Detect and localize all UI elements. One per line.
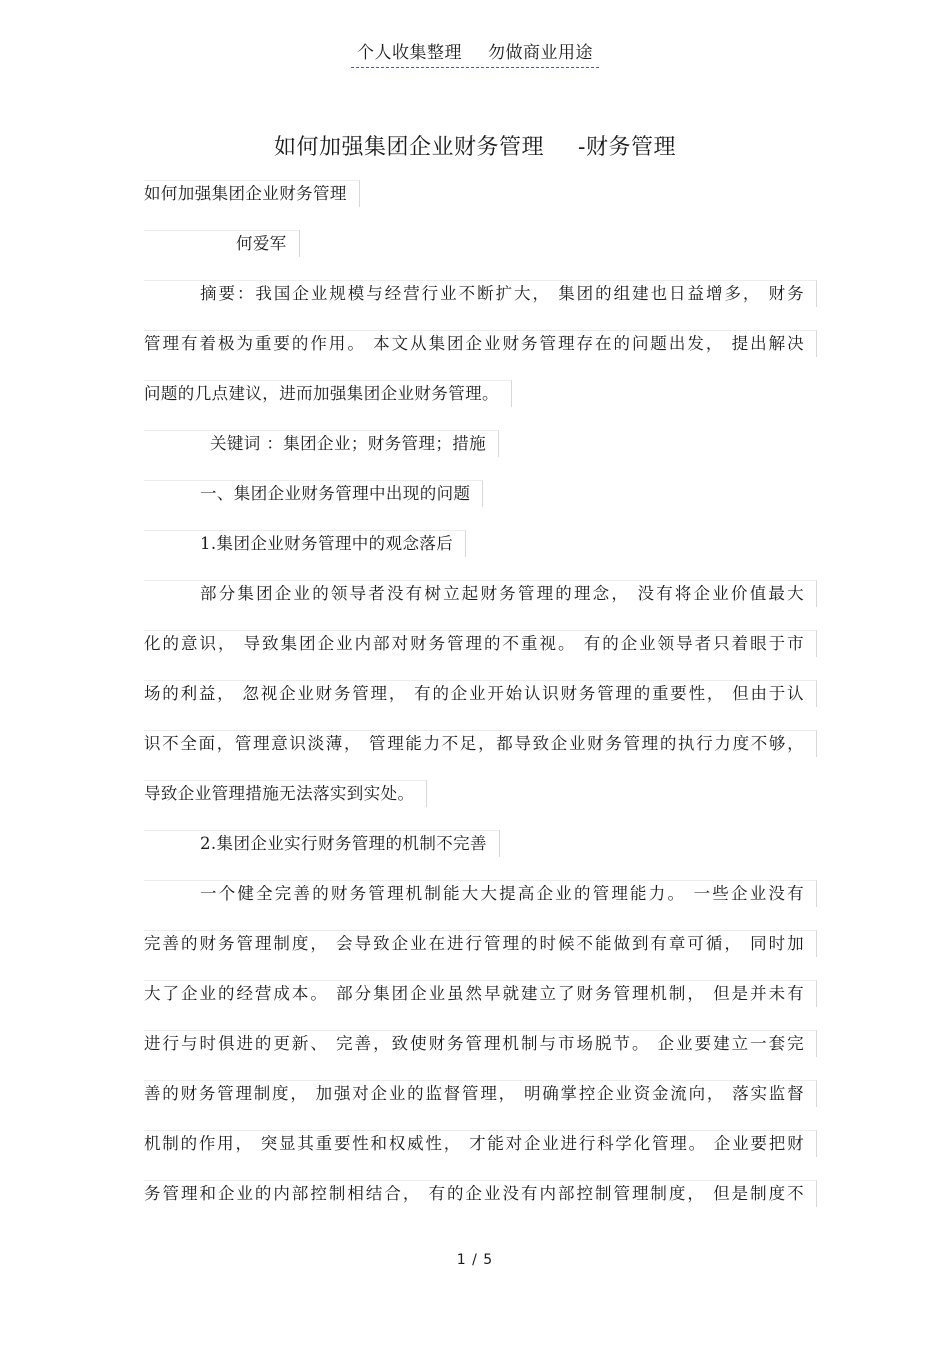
section-heading: 一、集团企业财务管理中出现的问题 xyxy=(144,480,483,507)
page-number: 1 / 5 xyxy=(456,1252,494,1268)
header-part-2: 勿做商业用途 xyxy=(488,43,593,63)
header-text xyxy=(351,38,599,68)
paragraph-line: 一个健全完善的财务管理机制能大大提高企业的管理能力。 一些企业没有 xyxy=(144,880,817,907)
paragraph-line: 机制的作用， 突显其重要性和权威性， 才能对企业进行科学化管理。 企业要把财 xyxy=(144,1130,817,1157)
paragraph-line: 摘要：我国企业规模与经营行业不断扩大， 集团的组建也日益增多， 财务 xyxy=(144,280,817,307)
paragraph-line: 善的财务管理制度， 加强对企业的监督管理， 明确掌控企业资金流向， 落实监督 xyxy=(144,1080,817,1107)
paragraph-line: 进行与时俱进的更新、 完善，致使财务管理机制与市场脱节。 企业要建立一套完 xyxy=(144,1030,817,1057)
paragraph-line: 管理有着极为重要的作用。 本文从集团企业财务管理存在的问题出发， 提出解决 xyxy=(144,330,817,357)
paragraph-line: 部分集团企业的领导者没有树立起财务管理的理念， 没有将企业价值最大 xyxy=(144,580,817,607)
paragraph-line: 识不全面，管理意识淡薄， 管理能力不足，都导致企业财务管理的执行力度不够， xyxy=(144,730,817,757)
paragraph-line: 务管理和企业的内部控制相结合， 有的企业没有内部控制管理制度， 但是制度不 xyxy=(144,1180,817,1207)
author: 何爱军 xyxy=(144,230,300,257)
paragraph-line: 场的利益， 忽视企业财务管理， 有的企业开始认识财务管理的重要性， 但由于认 xyxy=(144,680,817,707)
paragraph-line: 导致企业管理措施无法落实到实处。 xyxy=(144,780,427,807)
paragraph-line: 大了企业的经营成本。 部分集团企业虽然早就建立了财务管理机制， 但是并未有 xyxy=(144,980,817,1007)
page-header xyxy=(0,38,950,68)
title-main: 如何加强集团企业财务管理 xyxy=(274,135,545,160)
document-title xyxy=(0,130,950,161)
paragraph-line: 完善的财务管理制度， 会导致企业在进行管理的时候不能做到有章可循， 同时加 xyxy=(144,930,817,957)
header-part-1: 个人收集整理 xyxy=(357,43,462,63)
title-suffix: -财务管理 xyxy=(578,135,676,160)
paragraph-line: 化的意识， 导致集团企业内部对财务管理的不重视。 有的企业领导者只着眼于市 xyxy=(144,630,817,657)
subsection-heading: 2.集团企业实行财务管理的机制不完善 xyxy=(144,830,500,857)
subsection-heading: 1.集团企业财务管理中的观念落后 xyxy=(144,530,466,557)
paragraph-line: 问题的几点建议，进而加强集团企业财务管理。 xyxy=(144,380,512,407)
keywords: 关键词 ：集团企业；财务管理；措施 xyxy=(144,430,499,457)
subtitle: 如何加强集团企业财务管理 xyxy=(144,180,360,207)
